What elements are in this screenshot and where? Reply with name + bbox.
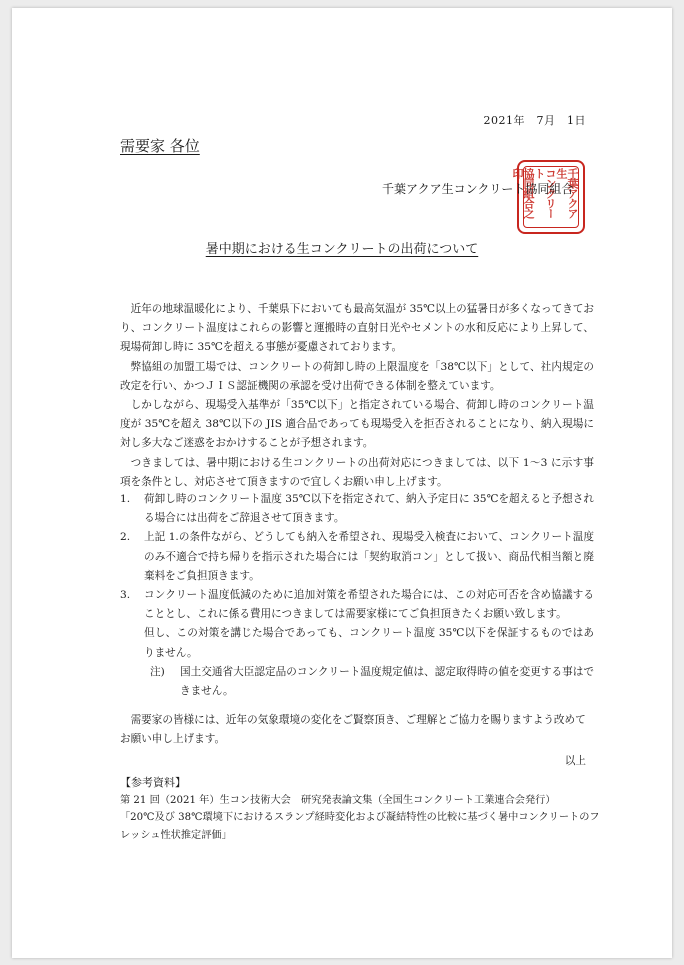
condition-note [150,663,594,701]
condition-text: 荷卸し時のコンクリート温度 35℃以下を指定されて、納入予定日に 35℃を超えると予想される場合には出荷をご辞退させて頂きます。 [144,493,594,525]
seal-column-1: 千葉アクア生 [555,168,579,218]
sender-name: 千葉アクア生コンクリート協同組合 [382,182,574,196]
reference-line-1: 第 21 回（2021 年）生コン技術大会 研究発表論文集（全国生コンクリート工業連合会発行） [120,794,556,806]
references-heading: 【参考資料】 [120,776,186,789]
condition-number: 3. [120,589,131,602]
condition-text: 上記 1.の条件ながら、どうしても納入を希望され、現場受入検査において、コンクリート温度のみ不適合で持ち帰りを指示された場合には「契約取消コン」として扱い、商品代相当額と廃棄料をご負担頂きます。 [144,531,594,582]
body-paragraph: 近年の地球温暖化により、千葉県下においても最高気温が 35℃以上の猛暑日が多くなってきており、コンクリート温度はこれらの影響と運搬時の直射日光やセメントの水和反応により上昇して、現場荷卸し時に 35℃を超える事態が憂慮されております。 [120,303,594,354]
condition-item-3 [120,586,594,701]
body-text [120,300,594,492]
document-title-text: 暑中期における生コンクリートの出荷について [205,242,479,257]
closing-paragraph: 需要家の皆様には、近年の気象環境の変化をご賢察頂き、ご理解とご協力を賜りますよう改めてお願い申し上げます。 [120,714,586,746]
condition-number: 1. [120,493,131,505]
document-date: 2021年 7月 1日 [483,114,586,127]
note-text: 国土交通省大臣認定品のコンクリート温度規定値は、認定取得時の値を変更する事はできません。 [180,665,594,698]
document-page [12,8,672,958]
condition-item-2 [120,528,594,586]
condition-text: コンクリート温度低減のために追加対策を希望された場合には、この対応可否を含め協議することとし、これに係る費用につきましては需要家様にてご負担頂きたくお願い致します。 [144,589,594,621]
condition-proviso: 但し、この対策を講じた場合であっても、コンクリート温度 35℃以下を保証するものではありません。 [144,627,594,659]
note-mark: 注) [150,665,165,678]
body-paragraph: 弊協組の加盟工場では、コンクリートの荷卸し時の上限温度を「38℃以下」として、社内規定の改定を行い、かつＪＩＳ認証機関の承認を受け出荷できる体制を整えています。 [120,360,594,392]
references [120,774,600,844]
seal-column-3: 協同組合之印 [511,168,535,218]
body-paragraph: しかしながら、現場受入基準が「35℃以下」と指定されている場合、荷卸し時のコンクリート温度が 35℃を超え 38℃以下の JIS 適合品であっても現場受入を拒否されることになり、納入現場に対し多大なご迷惑をおかけすることが予想されます。 [120,399,594,450]
company-seal [511,160,585,234]
reference-line-2: 「20℃及び 38℃環境下におけるスランプ経時変化および凝結特性の比較に基づく暑中コンクリートのフレッシュ性状推定評価」 [120,812,600,841]
body-paragraph: つきましては、暑中期における生コンクリートの出荷対応につきましては、以下 1～3 に示す事項を条件とし、対応させて頂きますので宜しくお願い申し上げます。 [120,456,594,488]
seal-text [511,168,579,226]
closing-text [120,711,594,749]
condition-item-1 [120,490,594,528]
seal-column-2: コンクリート [533,168,557,218]
recipient-line: 需要家 各位 [120,137,200,155]
ijo-mark: 以上 [564,755,586,767]
document-title [12,238,672,257]
conditions-list [120,490,594,701]
condition-number: 2. [120,531,131,544]
